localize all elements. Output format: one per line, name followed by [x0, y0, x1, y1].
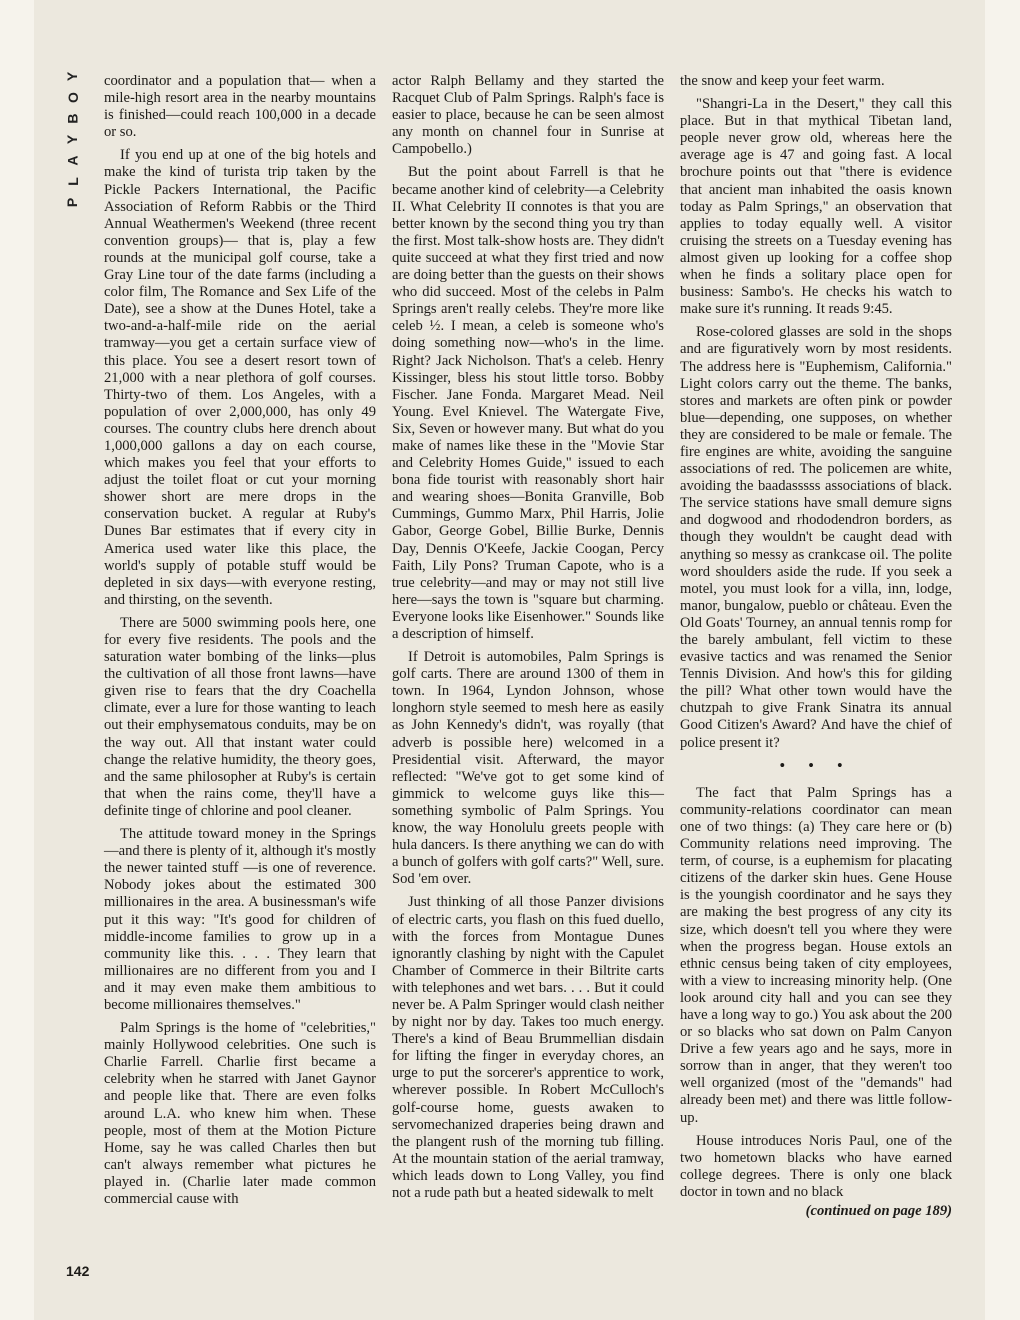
magazine-name-vertical — [58, 66, 88, 213]
magazine-letter: Y — [64, 134, 81, 145]
magazine-letter: P — [64, 197, 81, 208]
continued-note: (continued on page 189) — [805, 1203, 952, 1219]
section-separator: • • • — [779, 757, 853, 774]
magazine-letter: L — [64, 177, 81, 186]
paragraph: coordinator and a population that— when a mile-high resort area in the nearby mountains is finished—could reach 100,000 in a decade or so. — [104, 73, 376, 141]
paragraph: There are 5000 swimming pools here, one for every five residents. The pools and the saturation water bombing of the links—plus the cultivation of all those front lawns—have given rise to fears that the dry Coachella climate, ever a lure for those wanting to leach out their emphysematous conduits, may be on the way out. All that instant water could change the relative humidity, the theory goes, and the same philosopher at Ruby's is certain that when the rains come, they'll have a definite tinge of chlorine and pool cleaner. — [104, 614, 376, 819]
paragraph: Palm Springs is the home of "celebrities," mainly Hollywood celebrities. One such is Charlie Farrell. Charlie first became a celebrity when he starred with Janet Gaynor and people like that. There are even folks around L.A. who knew him when. These people, most of them at the Motion Picture Home, say he was called Charles then but can't always remember what pictures he played in. (Charlie later made common commercial cause with — [104, 1020, 376, 1207]
paragraph: Just thinking of all those Panzer divisions of electric carts, you flash on this fued duello, with the forces from Montague Dunes ignorantly clashing by night with the Capulet Chamber of Commerce in their Biltrite carts with telephones and wet bars. . . . But it could never be. A Palm Springer would clash neither by night nor by day. Takes too much energy. There's a kind of Beau Brummellian disdain for lifting the finger in everyday chores, an urge to put the sorcerer's apprentice to work, wherever possible. In Robert McCulloch's golf-course home, guests awaken to servomechanized draperies being drawn and the plangent rush of the morning tub filling. At the mountain station of the aerial tramway, which leads down to Long Valley, you find not a rude path but a heated sidewalk to melt — [392, 894, 664, 1201]
text-column-3 — [680, 73, 952, 1220]
magazine-letter: B — [64, 113, 81, 124]
magazine-letter: Y — [64, 71, 81, 82]
page-number: 142 — [66, 1263, 90, 1279]
paragraph: If you end up at one of the big hotels and make the kind of turista trip taken by the Pickle Packers International, the Pacific Association of Reform Rabbis or the Third Annual Weathermen's Weekend (three recent convention groups)— that is, play a few rounds at the municipal golf course, take a Gray Line tour of the date farms (including a color film, The Romance and Sex Life of the Date), see a show at the Dunes Hotel, take a two-and-a-half-mile ride on the aerial tramway—you get a certain surface view of this place. You see a desert resort town of 21,000 with a near plethora of golf courses. Thirty-two of them. Los Angeles, with a population of over 2,000,000, has only 49 courses. The country clubs here drench about 1,000,000 gallons a day on each course, which makes you feel that your efforts to adjust the toilet float or cut your morning shower short are mere drops in the conservation bucket. A regular at Ruby's Dunes Bar estimates that if every city in America used water like this place, the world's supply of potable stuff would be depleted in six days—with everyone resting, and thirsting, on the seventh. — [104, 147, 376, 608]
paragraph: But the point about Farrell is that he became another kind of celebrity—a Celebrity II. What Celebrity II connotes is that you are better known by the second thing you try than the first. Most talk-show hosts are. They didn't quite succeed at what they first tried and now are doing better than the guests on their shows who did succeed. Most of the celebs in Palm Springs aren't really celebs. They're more like celeb ½. I mean, a celeb is someone who's doing something now—who's in the lime. Right? Jack Nicholson. That's a celeb. Henry Kissinger, bless his stout little torso. Bobby Fischer. Jane Fonda. Margaret Mead. Neil Young. Evel Knievel. The Watergate Five, Six, Seven or however many. But what do you make of names like these in the "Movie Star and Celebrity Homes Guide," issued to each bona fide tourist with reasonably short hair and wearing shoes—Bonita Granville, Bob Cummings, Gummo Marx, Phil Harris, Jolie Gabor, George Gobel, Billie Burke, Dennis Day, Dennis O'Keefe, Jackie Coogan, Percy Faith, Lily Pons? Truman Capote, who is a true celebrity—and may or may not still live here—says the town is "square but charming. Everyone looks like Eisenhower." Sounds like a description of himself. — [392, 164, 664, 642]
paragraph: actor Ralph Bellamy and they started the Racquet Club of Palm Springs. Ralph's face is easier to place, because he can be seen almost any month on channel four in Sunrise at Campobello.) — [392, 73, 664, 158]
paragraph: The fact that Palm Springs has a community-relations coordinator can mean one of two things: (a) They care here or (b) Community relations need improving. The term, of course, is a euphemism for placating citizens of the darker skin hues. Gene House is the youngish coordinator and he says they are making the best progress of any city its size, which doesn't tell you where they were when the progress began. House extols an ethnic census being taken of city employees, with a view to increasing minority help. (One look around city hall and you can see they have a long way to go.) You ask about the 200 or so blacks who sat down on Palm Canyon Drive a few years ago and he says, more in sorrow than in anger, that they weren't too well organized (most of the "demands" had already been met) and there was little follow-up. — [680, 784, 952, 1126]
paragraph: If Detroit is automobiles, Palm Springs is golf carts. There are around 1300 of them in town. In 1964, Lyndon Johnson, whose longhorn style seemed to mesh here as easily as John Kennedy's didn't, was royally (that adverb is possible here) welcomed in a Presidential visit. Afterward, the mayor reflected: "We've got to get some kind of gimmick to welcome guys like this—something symbolic of Palm Springs. You know, the way Honolulu greets people with hula dancers. Is there anything we can do with a bunch of golfers with golf carts?" Well, sure. Sod 'em over. — [392, 649, 664, 888]
text-column-2 — [392, 73, 664, 1202]
paragraph: "Shangri-La in the Desert," they call this place. But in that mythical Tibetan land, people never grow old, whereas here the average age is 47 and going fast. A local brochure points out that "there is evidence that ancient man inhabited the oasis known today as Palm Springs," an observation that applies to today equally well. A visitor cruising the streets on a Tuesday evening has almost given up looking for a coffee shop when he finds a solitary place open for business: Sambo's. He checks his watch to make sure it's running. It reads 9:45. — [680, 96, 952, 318]
magazine-letter: A — [64, 155, 81, 166]
paragraph: Rose-colored glasses are sold in the shops and are figuratively worn by most residents. The address here is "Euphemism, California." Light colors carry out the theme. The banks, stores and markets are often pink or powder blue—depending, one supposes, on whether they are considered to be male or female. The fire engines are white, avoiding the sanguine associations of red. The policemen are white, avoiding the baadasssss associations of black. The service stations have small demure signs and dogwood and rhododendron borders, as though they wouldn't be caught dead with anything so messy as crankcase oil. The polite word shoulders aside the rude. If you seek a motel, you must look for a villa, inn, lodge, manor, bungalow, pueblo or château. Even the Old Goats' Tourney, an annual tennis romp for the barely ambulant, fell victim to these evasive tactics and was renamed the Senior Tennis Division. And how's this for gilding the pill? What other town would have the chutzpah to give Frank Sinatra its annual Good Citizen's Award? And have the chief of police present it? — [680, 324, 952, 751]
paragraph: the snow and keep your feet warm. — [680, 73, 885, 89]
text-column-1 — [104, 73, 376, 1208]
magazine-letter: O — [64, 92, 81, 103]
paragraph: The attitude toward money in the Springs—and there is plenty of it, although it's mostly the newer tainted stuff —is one of reverence. Nobody jokes about the estimated 300 millionaires in the area. A businessman's wife put it this way: "It's good for children of middle-income families to grow up in a community like this. . . . They learn that millionaires are no different from you and I and it may even make them ambitious to become millionaires themselves." — [104, 826, 376, 1013]
paragraph: House introduces Noris Paul, one of the two hometown blacks who have earned college degrees. There is only one black doctor in town and no black — [680, 1132, 952, 1200]
